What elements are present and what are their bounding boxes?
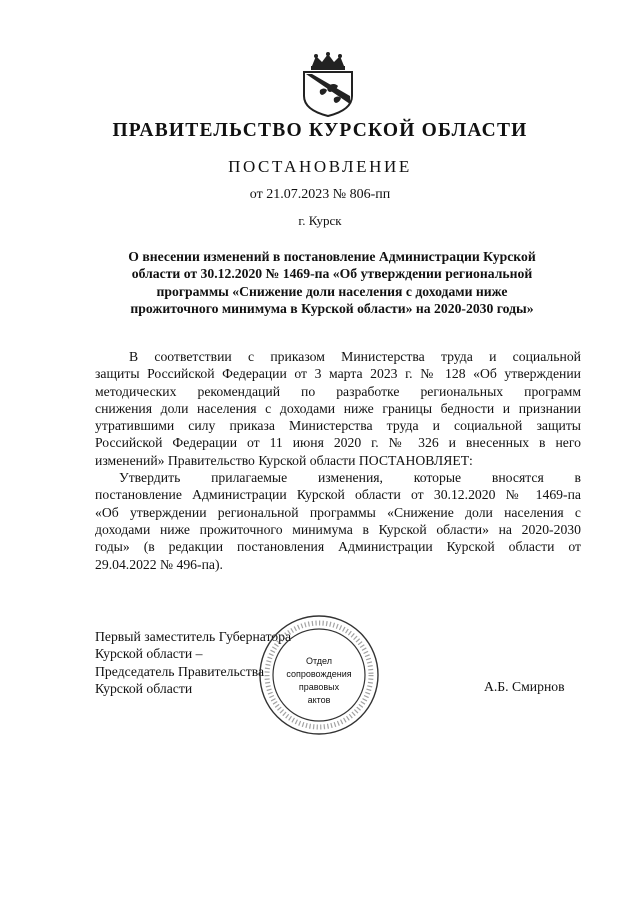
stamp-line: сопровождения xyxy=(286,669,352,679)
signatory-line: Председатель Правительства xyxy=(95,663,265,679)
body-line: 29.04.2022 № 496-па). xyxy=(95,556,223,572)
document-subject xyxy=(100,248,564,317)
signatory-line: Первый заместитель Губернатора xyxy=(95,629,292,644)
document-date-number: от 21.07.2023 № 806-пп xyxy=(249,187,391,202)
kursk-coat-of-arms-icon xyxy=(298,52,358,118)
subject-line: программы «Снижение доли населения с доходами ниже xyxy=(156,283,508,299)
government-title: ПРАВИТЕЛЬСТВО КУРСКОЙ ОБЛАСТИ xyxy=(112,120,528,141)
body-line: В соответствии с приказом Министерства труда и социальной xyxy=(129,349,581,364)
subject-line: прожиточного минимума в Курской области» на 2020-2030 годы» xyxy=(130,300,534,316)
signatory-line: Курской области xyxy=(95,680,193,696)
stamp-line: правовых xyxy=(298,682,340,692)
document-city: г. Курск xyxy=(298,213,342,228)
body-line: снижения доли населения с доходами ниже границы бедности и признании xyxy=(95,400,581,416)
document-type: ПОСТАНОВЛЕНИЕ xyxy=(228,157,412,176)
preamble-paragraph xyxy=(95,348,581,469)
subject-line: области от 30.12.2020 № 1469-па «Об утверждении региональной xyxy=(131,266,533,282)
body-line: методических рекомендаций по разработке региональных программ xyxy=(95,383,581,399)
body-line: «Об утверждении региональной программы «Снижение доли населения с xyxy=(95,504,581,520)
body-line: изменений» Правительство Курской области ПОСТАНОВЛЯЕТ: xyxy=(95,452,473,468)
resolution-paragraph xyxy=(95,469,581,573)
body-line: утратившими силу приказа Министерства труда и социальной защиты xyxy=(95,418,581,434)
body-line: Утвердить прилагаемые изменения, которые вносятся в xyxy=(119,470,581,486)
signatory-line: Курской области – xyxy=(95,646,203,662)
body-line: годы» (в редакции постановления Администрации Курской области от xyxy=(95,539,581,555)
subject-line: О внесении изменений в постановление Администрации Курской xyxy=(128,249,536,264)
document-body xyxy=(95,348,581,573)
stamp-line: актов xyxy=(307,695,331,705)
body-line: доходами ниже прожиточного минимума в Курской области» на 2020-2030 xyxy=(95,521,581,537)
body-line: защиты Российской Федерации от 3 марта 2023 г. № 128 «Об утверждении xyxy=(95,366,581,382)
signatory-name: А.Б. Смирнов xyxy=(484,679,565,694)
body-line: постановление Администрации Курской области от 30.12.2020 № 1469-па xyxy=(95,487,581,503)
body-line: Российской Федерации от 11 июня 2020 г. № 326 и внесенных в него xyxy=(95,435,581,451)
stamp-label xyxy=(270,655,368,707)
stamp-line: Отдел xyxy=(305,656,333,666)
